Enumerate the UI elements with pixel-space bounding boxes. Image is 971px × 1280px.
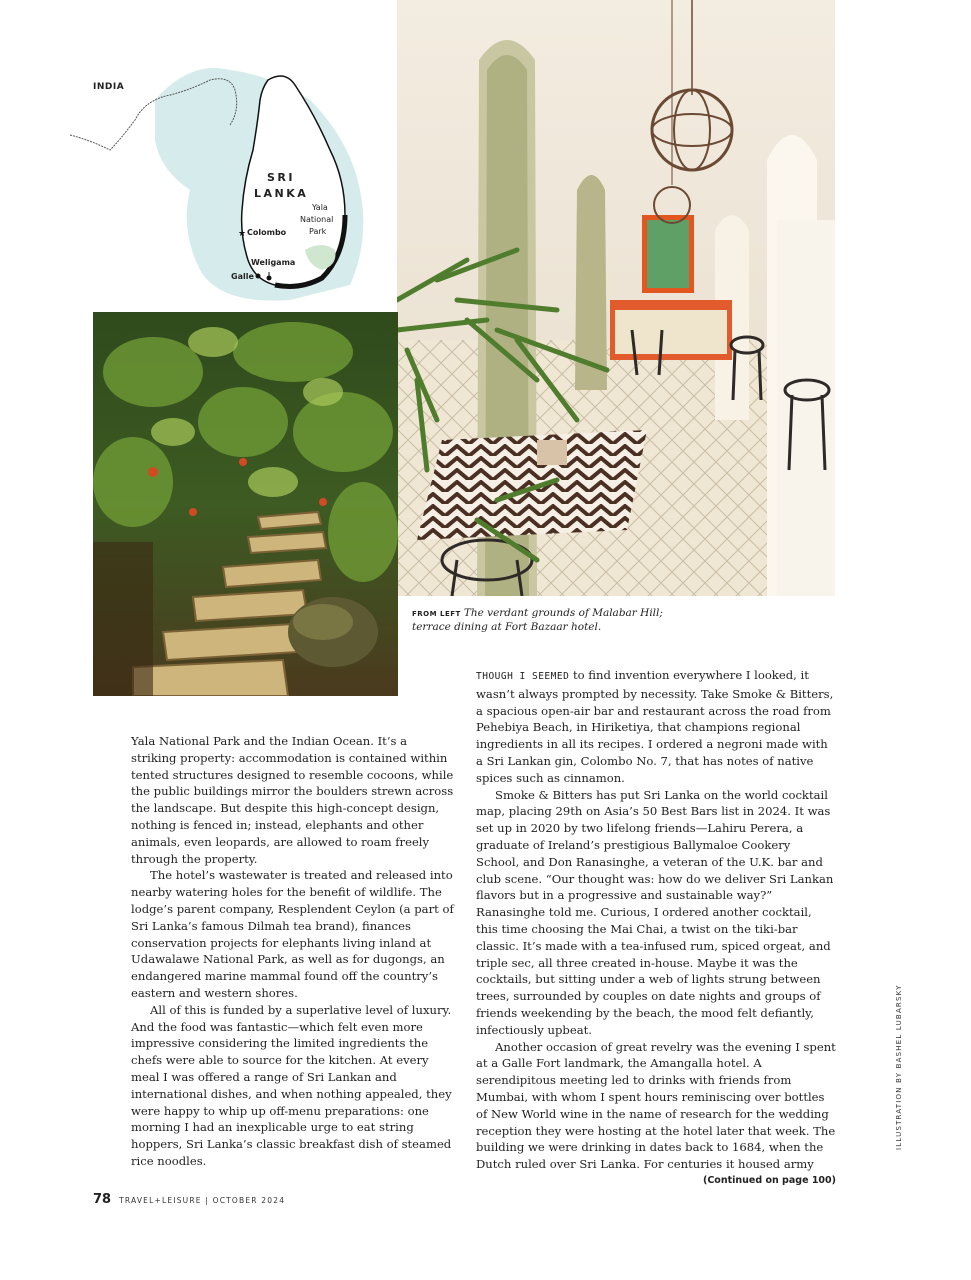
sri-label: SRI — [267, 171, 295, 184]
right-paragraph-3 — [476, 1039, 836, 1186]
left-paragraph-3: All of this is funded by a superlative level of luxury. And the food was fantastic—which felt even more impressive considering the limited ingredients the chefs were able to source for the kitchen. At every meal I was offered a range of Sri Lankan and international dishes, and when nothing appealed, they were happy to whip up off-menu preparations: one morning I had an inexplicable urge to eat string hoppers, Sri Lanka’s classic breakfast dish of steamed rice noodles. — [131, 1002, 452, 1168]
page-footer — [93, 1188, 285, 1207]
galle-label: Galle — [231, 272, 254, 281]
svg-text:★: ★ — [238, 229, 247, 239]
right-paragraph-lead: THOUGH I SEEMED — [476, 671, 570, 682]
right-paragraph-2: Smoke & Bitters has put Sri Lanka on the world cocktail map, placing 29th on Asia’s 50 Best Bars list in 2024. It was set up in 2020 by two lifelong friends—Lahiru Perera, a graduate of Ireland’s prestigious Ballymaloe Cookery School, and Don Ranasinghe, a veteran of the U.K. bar and club scene. “Our thought was: how do we deliver Sri Lankan flavors but in a progressive and sustainable way?” Ranasinghe told me. Curious, I ordered another cocktail, this time choosing the Mai Chai, a twist on the tiki-bar classic. It’s made with a tea-infused rum, spiced orgeat, and triple sec, all three created in-house. Maybe it was the cocktails, but sitting under a web of lights strung between trees, surrounded by couples on date nights and groups of friends weekending by the beach, the mood felt defiantly, infectiously upbeat. — [476, 787, 834, 1037]
left-column — [131, 733, 456, 1170]
india-label: INDIA — [93, 82, 125, 92]
restaurant-terrace-photo — [397, 0, 835, 596]
sri-lanka-map — [60, 40, 400, 310]
yala-label-1: Yala — [312, 203, 328, 212]
credit-text: ILLUSTRATION BY BASHEL LUBARSKY — [895, 984, 903, 1150]
right-paragraph-3-text: Another occasion of great revelry was the evening I spent at a Galle Fort landmark, the Amangalla hotel. A serendipitous meeting led to drinks with friends from Mumbai, with whom I spent hours reminiscing over bottles of New World wine in the name of research for the wedding reception they were hosting at the hotel later that week. The building we were drinking in dates back to 1684, when the Dutch ruled over Sri Lanka. For centuries it housed army — [476, 1039, 836, 1172]
right-column — [476, 667, 836, 1190]
photo-caption — [412, 607, 672, 634]
right-paragraph-1 — [476, 667, 836, 787]
colombo-label: Colombo — [247, 228, 287, 237]
garden-steps-photo — [93, 312, 398, 696]
caption-text: The verdant grounds of Malabar Hill; terrace dining at Fort Bazaar hotel. — [412, 607, 663, 633]
illustration-credit — [893, 984, 905, 1150]
yala-label-2: National — [300, 215, 334, 224]
map-illustration — [60, 40, 400, 310]
caption-lead: FROM LEFT — [412, 610, 461, 618]
weligama-label: Weligama — [251, 258, 296, 267]
left-paragraph-2: The hotel’s wastewater is treated and released into nearby watering holes for the benefit of wildlife. The lodge’s parent company, Resplendent Ceylon (a part of Sri Lanka’s famous Dilmah tea brand), finances conservation projects for elephants living inland at Udawalawe National Park, as well as for dugongs, an endangered marine mammal found off the country’s eastern and western shores. — [131, 868, 454, 1000]
right-paragraph-1-text: to find invention everywhere I looked, it wasn’t always prompted by necessity. Take Smoke & Bitters, a spacious open-air bar and restaurant across the road from Pehebiya Beach, in Hiriketiya, that champions regional ingredients in all its recipes. I ordered a negroni made with a Sri Lankan gin, Colombo No. 7, that has notes of native spices such as cinnamon. — [476, 668, 834, 785]
page-number: 78 — [93, 1192, 112, 1207]
yala-label-3: Park — [309, 227, 327, 236]
issue-label: TRAVEL+LEISURE | OCTOBER 2024 — [119, 1196, 286, 1205]
continued-link: (Continued on page 100) — [702, 1174, 836, 1186]
left-paragraph-1: Yala National Park and the Indian Ocean. It’s a striking property: accommodation is contained within tented structures designed to resemble cocoons, while the public buildings mirror the boulders strewn across the landscape. But despite this high-concept design, nothing is fenced in; instead, elephants and other animals, even leopards, are allowed to roam freely through the property. — [131, 734, 454, 866]
lanka-label: LANKA — [254, 187, 309, 200]
